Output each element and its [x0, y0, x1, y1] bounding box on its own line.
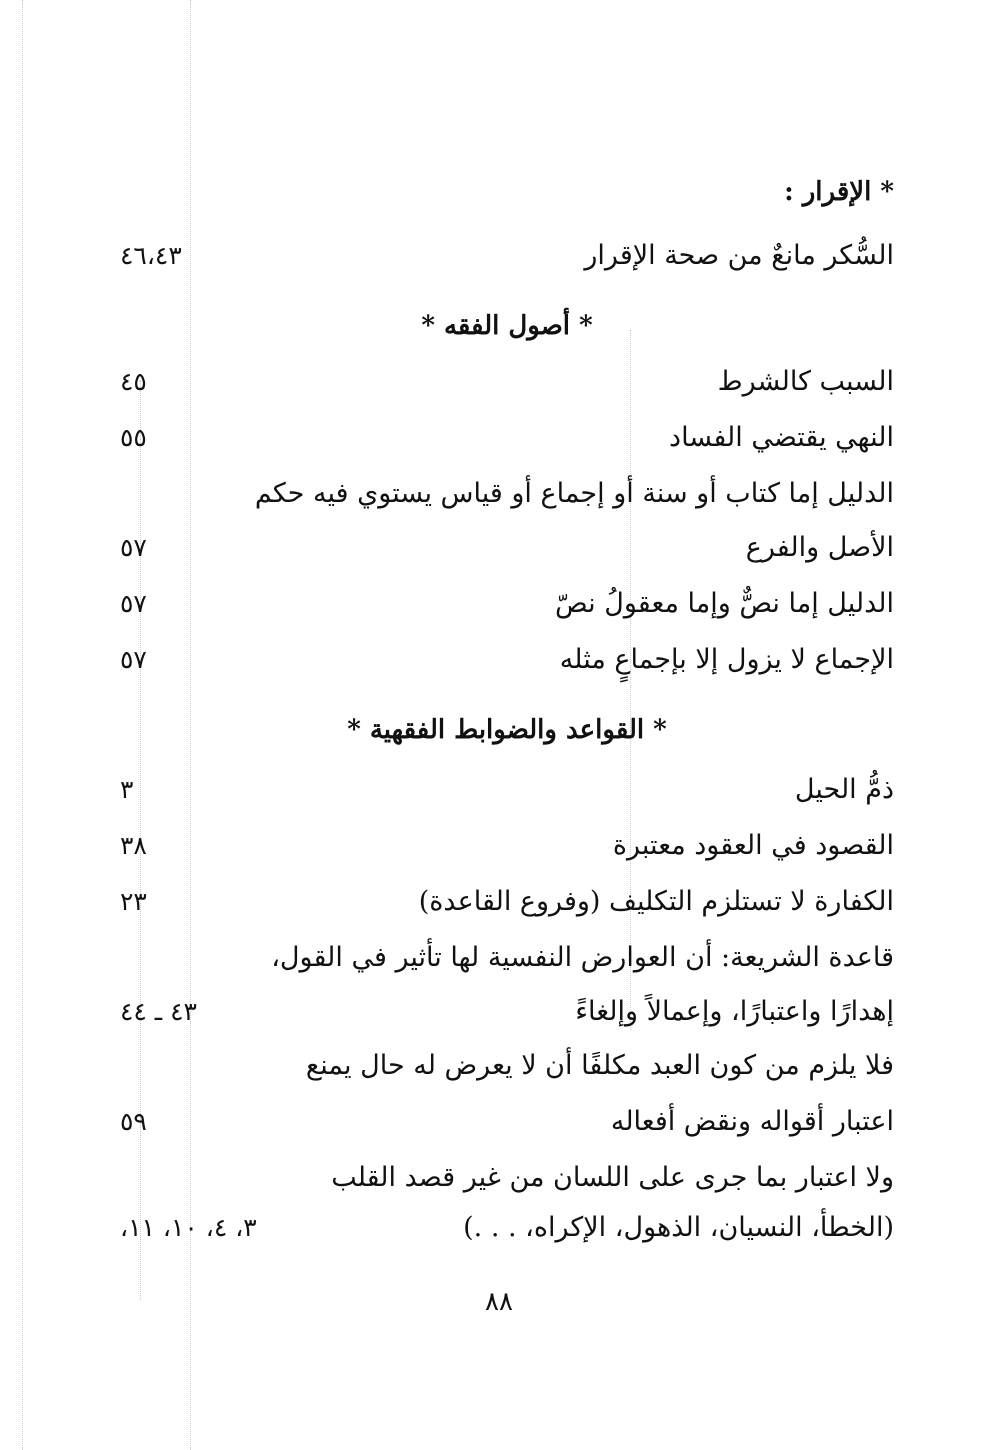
index-entry — [120, 820, 894, 872]
section-heading-text: * الإقرار : — [784, 177, 894, 207]
entry-text: النهي يقتضي الفساد — [669, 422, 894, 453]
entry-pages: ٣، ٤، ١٠، ١١، — [120, 1213, 257, 1242]
entry-pages: ٢٣ — [120, 887, 147, 916]
entry-text: إهدارًا واعتبارًا، وإعمالاً وإلغاءً — [575, 996, 894, 1027]
entry-pages: ٤٥ — [120, 367, 147, 396]
index-entry — [120, 764, 894, 816]
entry-text: الدليل إما كتاب أو سنة أو إجماع أو قياس يستوي فيه حكم — [254, 478, 894, 509]
entry-text: الأصل والفرع — [745, 532, 894, 563]
index-entry — [120, 468, 894, 520]
section-heading-usul-alfiqh — [120, 300, 894, 352]
entry-text: القصود في العقود معتبرة — [612, 830, 894, 861]
entry-text: قاعدة الشريعة: أن العوارض النفسية لها تأثير في القول، — [271, 942, 894, 973]
section-heading-text: * أصول الفقه * — [421, 311, 593, 341]
index-entry — [120, 1096, 894, 1148]
entry-text: الدليل إما نصٌّ وإما معقولُ نصّ — [555, 588, 894, 619]
index-entry — [120, 230, 894, 282]
entry-pages: ٥٧ — [120, 533, 147, 562]
section-heading-qawaid-fiqhiyya — [120, 704, 894, 756]
entry-text: ذمُّ الحيل — [794, 774, 894, 805]
entry-text: الإجماع لا يزول إلا بإجماعٍ مثله — [559, 644, 894, 675]
entry-pages: ٥٧ — [120, 645, 147, 674]
entry-text: الكفارة لا تستلزم التكليف (وفروع القاعدة) — [418, 886, 894, 917]
index-entry — [120, 1040, 894, 1092]
section-heading-text: * القواعد والضوابط الفقهية * — [347, 715, 667, 745]
index-entry — [120, 1202, 894, 1254]
entry-pages: ٣ — [120, 775, 134, 804]
entry-text: اعتبار أقواله ونقض أفعاله — [610, 1106, 894, 1137]
entry-text: فلا يلزم من كون العبد مكلفًا أن لا يعرض له حال يمنع — [305, 1050, 894, 1081]
scan-artifact — [22, 0, 23, 1450]
section-heading-iqrar — [120, 166, 894, 218]
index-entry — [120, 634, 894, 686]
index-entry — [120, 1152, 894, 1204]
index-entry — [120, 986, 894, 1038]
entry-pages: ٥٧ — [120, 589, 147, 618]
index-entry — [120, 578, 894, 630]
index-entry — [120, 522, 894, 574]
entry-text: ولا اعتبار بما جرى على اللسان من غير قصد القلب — [331, 1162, 894, 1193]
index-entry — [120, 876, 894, 928]
index-entry — [120, 412, 894, 464]
entry-pages: ٥٩ — [120, 1107, 147, 1136]
entry-pages: ٤٦،٤٣ — [120, 241, 182, 270]
entry-text: (الخطأ، النسيان، الذهول، الإكراه، . . .) — [463, 1212, 894, 1243]
entry-text: السبب كالشرط — [717, 366, 894, 397]
entry-pages: ٣٨ — [120, 831, 147, 860]
index-entry — [120, 356, 894, 408]
page-number: ٨٨ — [485, 1287, 513, 1317]
entry-pages: ٤٣ ـ ٤٤ — [120, 997, 197, 1026]
entry-text: السُّكر مانعٌ من صحة الإقرار — [584, 240, 894, 271]
entry-pages: ٥٥ — [120, 423, 147, 452]
index-entry — [120, 932, 894, 984]
